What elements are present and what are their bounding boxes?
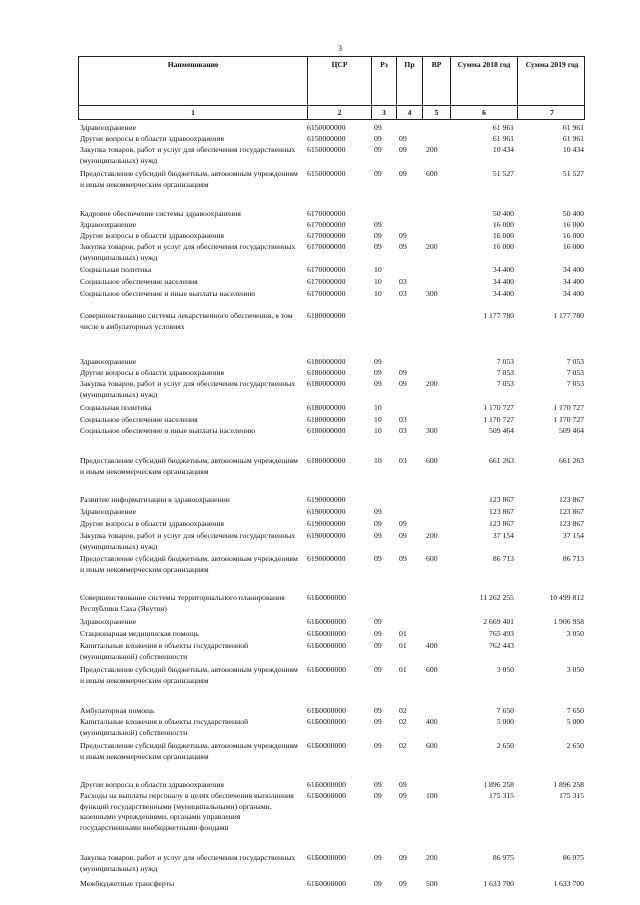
row-name: Предоставление субсидий бюджетным, автономным учреждениям и иным некоммерческим организациям [80, 169, 298, 189]
header-vr: ВР [423, 57, 451, 105]
row-sum-2019: 7 650 [566, 706, 584, 715]
row-csr: 6180000000 [307, 379, 346, 388]
row-name: Предоставление субсидий бюджетным, автономным учреждениям и иным некоммерческим организациям [80, 554, 298, 574]
row-rz: 09 [374, 853, 382, 862]
row-csr: 61Б0000000 [307, 780, 347, 789]
row-csr: 61Б0000000 [307, 879, 347, 888]
row-rz: 09 [374, 145, 382, 154]
row-sum-2018: 50 400 [492, 209, 514, 218]
row-name: Другие вопросы в области здравоохранения [80, 231, 225, 240]
row-name: Кадровое обеспечение системы здравоохранения [80, 209, 241, 218]
row-rz: 09 [374, 879, 382, 888]
row-name: Расходы на выплаты персоналу в целях обеспечения выполнения функций государственными (муниципальными) органами, казенными учреждениями, органами управления государственными внебюджетными фондами [80, 791, 294, 832]
row-csr: 6180000000 [307, 357, 346, 366]
row-sum-2019: 50 400 [562, 209, 584, 218]
row-pr: 09 [399, 145, 407, 154]
row-vr: 100 [426, 791, 438, 800]
row-name: Закупка товаров, работ и услуг для обеспечения государственных (муниципальных) нужд [80, 242, 296, 262]
row-rz: 09 [374, 617, 382, 626]
row-vr: 200 [426, 531, 438, 540]
row-csr: 6170000000 [307, 209, 346, 218]
row-csr: 6180000000 [307, 368, 346, 377]
row-sum-2018: 61 961 [492, 123, 514, 132]
row-vr: 200 [426, 853, 438, 862]
row-pr: 09 [399, 368, 407, 377]
row-rz: 09 [374, 357, 382, 366]
row-sum-2018: 762 443 [489, 641, 514, 650]
row-rz: 09 [374, 123, 382, 132]
row-sum-2019: 51 527 [562, 169, 584, 178]
row-sum-2019: 34 400 [562, 277, 584, 286]
row-name: Совершенствование системы лекарственного обеспечения, в том числе в амбулаторных условиях [80, 311, 293, 331]
row-csr: 6190000000 [307, 507, 346, 516]
row-sum-2019: 10 434 [562, 145, 584, 154]
row-name: Совершенствование системы территориального планирования Республики Саха (Якутия) [80, 593, 285, 613]
row-csr: 61Б0000000 [307, 741, 347, 750]
row-name: Другие вопросы в области здравоохранения [80, 134, 225, 143]
row-rz: 10 [374, 265, 382, 274]
row-sum-2019: 10 499 812 [549, 593, 584, 602]
row-name: Капитальные вложения в объекты государственной (муниципальной) собственности [80, 717, 249, 737]
row-rz: 09 [374, 629, 382, 638]
row-pr: 09 [399, 379, 407, 388]
row-sum-2019: 1 177 780 [553, 311, 584, 320]
row-rz: 09 [374, 665, 382, 674]
col-number: 4 [397, 106, 423, 119]
row-rz: 09 [374, 134, 382, 143]
row-sum-2019: 1 633 700 [553, 879, 584, 888]
row-sum-2019: 3 050 [566, 665, 584, 674]
row-rz: 09 [374, 741, 382, 750]
row-csr: 6190000000 [307, 519, 346, 528]
row-name: Капитальные вложения в объекты государственной (муниципальной) собственности [80, 641, 249, 661]
row-sum-2019: 1 906 958 [553, 617, 584, 626]
row-sum-2018: 7 053 [496, 357, 514, 366]
row-csr: 6180000000 [307, 426, 346, 435]
header-csr: ЦСР [308, 57, 372, 105]
row-sum-2018: 7 650 [496, 706, 514, 715]
row-csr: 6150000000 [307, 134, 346, 143]
row-name: Социальная политика [80, 265, 152, 274]
row-pr: 09 [399, 231, 407, 240]
row-sum-2018: 3 050 [496, 665, 514, 674]
row-sum-2019: 61 961 [562, 134, 584, 143]
row-name: Здравоохранение [80, 123, 137, 132]
col-number: 7 [550, 108, 554, 117]
row-sum-2018: 123 867 [489, 507, 514, 516]
row-csr: 6180000000 [307, 415, 346, 424]
row-pr: 02 [399, 741, 407, 750]
row-sum-2018: 86 975 [492, 853, 514, 862]
row-sum-2019: 7 053 [566, 368, 584, 377]
row-sum-2018: 123 867 [489, 495, 514, 504]
row-sum-2018: 509 464 [489, 426, 514, 435]
row-sum-2018: 37 154 [492, 531, 514, 540]
row-pr: 09 [399, 879, 407, 888]
row-csr: 6190000000 [307, 495, 346, 504]
row-name: Закупка товаров, работ и услуг для обеспечения государственных (муниципальных) нужд [80, 379, 296, 399]
row-csr: 6170000000 [307, 231, 346, 240]
row-sum-2019: 123 867 [559, 519, 584, 528]
row-csr: 6150000000 [307, 169, 346, 178]
row-rz: 09 [374, 169, 382, 178]
row-vr: 600 [426, 665, 438, 674]
row-pr: 01 [399, 629, 407, 638]
row-sum-2019: 86 713 [562, 554, 584, 563]
row-pr: 03 [399, 426, 407, 435]
row-rz: 10 [374, 289, 382, 298]
row-csr: 6180000000 [307, 311, 346, 320]
row-sum-2018: 7 053 [496, 368, 514, 377]
row-csr: 6150000000 [307, 123, 346, 132]
row-name: Закупка товаров, работ и услуг для обеспечения государственных (муниципальных) нужд [80, 145, 296, 165]
row-sum-2018: 51 527 [492, 169, 514, 178]
row-rz: 09 [374, 368, 382, 377]
row-csr: 6190000000 [307, 554, 346, 563]
row-name: Социальное обеспечение и иные выплаты населению [80, 426, 256, 435]
row-vr: 600 [426, 554, 438, 563]
row-pr: 09 [399, 242, 407, 251]
row-csr: 6170000000 [307, 242, 346, 251]
row-rz: 09 [374, 717, 382, 726]
row-name: Межбюджетные трансферты [80, 879, 175, 888]
row-sum-2019: 1 170 727 [553, 415, 584, 424]
row-name: Другие вопросы в области здравоохранения [80, 780, 225, 789]
row-csr: 6190000000 [307, 531, 346, 540]
row-sum-2018: 2 650 [496, 741, 514, 750]
row-sum-2018: 123 867 [489, 519, 514, 528]
row-sum-2018: 5 000 [496, 717, 514, 726]
col-number: 1 [79, 106, 308, 119]
row-vr: 300 [426, 289, 438, 298]
row-sum-2019: 7 053 [566, 357, 584, 366]
header-sum-2018: Сумма 2018 год [451, 57, 518, 105]
row-csr: 61Б0000000 [307, 706, 347, 715]
col-number: 2 [308, 106, 372, 119]
row-sum-2018: 765 493 [489, 629, 514, 638]
row-name: Другие вопросы в области здравоохранения [80, 519, 225, 528]
row-rz: 10 [374, 277, 382, 286]
row-pr: 09 [399, 134, 407, 143]
row-rz: 09 [374, 641, 382, 650]
row-pr: 02 [399, 706, 407, 715]
row-name: Социальное обеспечение населения [80, 277, 198, 286]
row-sum-2019: 123 867 [559, 507, 584, 516]
row-sum-2018: 34 400 [492, 265, 514, 274]
row-name: Развитие информатизации в здравоохранении [80, 495, 230, 504]
row-rz: 09 [374, 554, 382, 563]
row-vr: 400 [426, 717, 438, 726]
row-name: Здравоохранение [80, 617, 137, 626]
row-csr: 61Б0000000 [307, 853, 347, 862]
row-csr: 61Б0000000 [307, 593, 347, 602]
row-rz: 09 [374, 791, 382, 800]
row-sum-2018: 34 400 [492, 289, 514, 298]
row-sum-2018: 16 000 [492, 231, 514, 240]
row-rz: 09 [374, 242, 382, 251]
row-sum-2019: 16 000 [562, 220, 584, 229]
row-sum-2019: 16 000 [562, 242, 584, 251]
row-name: Предоставление субсидий бюджетным, автономным учреждениям и иным некоммерческим организациям [80, 456, 298, 476]
row-sum-2018: 16 000 [492, 242, 514, 251]
row-name: Закупка товаров, работ и услуг для обеспечения государственных (муниципальных) нужд [80, 853, 296, 873]
row-csr: 6170000000 [307, 220, 346, 229]
row-rz: 09 [374, 507, 382, 516]
row-vr: 200 [426, 242, 438, 251]
row-sum-2019: 123 867 [559, 495, 584, 504]
row-name: Социальная политика [80, 403, 152, 412]
row-name: Здравоохранение [80, 357, 137, 366]
row-csr: 6170000000 [307, 277, 346, 286]
header-pr: Пр [397, 57, 423, 105]
table-header [78, 56, 585, 106]
row-csr: 61Б0000000 [307, 665, 347, 674]
row-rz: 09 [374, 531, 382, 540]
row-rz: 09 [374, 706, 382, 715]
row-sum-2018: 1 896 258 [483, 780, 514, 789]
row-vr: 500 [426, 879, 438, 888]
row-csr: 61Б0000000 [307, 641, 347, 650]
row-csr: 6150000000 [307, 145, 346, 154]
row-csr: 6170000000 [307, 265, 346, 274]
row-rz: 10 [374, 403, 382, 412]
row-name: Другие вопросы в области здравоохранения [80, 368, 225, 377]
row-name: Здравоохранение [80, 507, 137, 516]
row-sum-2019: 2 650 [566, 741, 584, 750]
row-sum-2018: 34 400 [492, 277, 514, 286]
row-pr: 03 [399, 289, 407, 298]
row-vr: 300 [426, 426, 438, 435]
row-sum-2019: 61 961 [562, 123, 584, 132]
row-sum-2018: 1 170 727 [483, 403, 514, 412]
row-sum-2018: 2 669 401 [483, 617, 514, 626]
row-sum-2019: 34 400 [562, 265, 584, 274]
row-sum-2018: 61 961 [492, 134, 514, 143]
row-csr: 61Б0000000 [307, 791, 347, 800]
row-name: Закупка товаров, работ и услуг для обеспечения государственных (муниципальных) нужд [80, 531, 296, 551]
header-rz: Рз [372, 57, 397, 105]
row-pr: 09 [399, 791, 407, 800]
row-rz: 10 [374, 456, 382, 465]
row-pr: 09 [399, 853, 407, 862]
row-sum-2018: 16 000 [492, 220, 514, 229]
header-name: Наименование [79, 57, 308, 105]
page-number: 3 [338, 44, 342, 53]
row-csr: 6180000000 [307, 403, 346, 412]
row-name: Стационарная медицинская помощь [80, 629, 199, 638]
row-rz: 10 [374, 415, 382, 424]
row-sum-2018: 1 170 727 [483, 415, 514, 424]
row-pr: 09 [399, 554, 407, 563]
row-sum-2019: 7 053 [566, 379, 584, 388]
row-pr: 09 [399, 519, 407, 528]
row-csr: 6170000000 [307, 289, 346, 298]
row-vr: 600 [426, 456, 438, 465]
row-rz: 10 [374, 426, 382, 435]
column-numbers [78, 106, 585, 120]
row-name: Предоставление субсидий бюджетным, автономным учреждениям и иным некоммерческим организациям [80, 665, 298, 685]
row-rz: 09 [374, 780, 382, 789]
row-vr: 200 [426, 379, 438, 388]
row-csr: 61Б0000000 [307, 617, 347, 626]
row-vr: 600 [426, 741, 438, 750]
row-sum-2019: 3 050 [566, 629, 584, 638]
row-sum-2018: 10 434 [492, 145, 514, 154]
row-csr: 6180000000 [307, 456, 346, 465]
row-vr: 200 [426, 145, 438, 154]
row-pr: 01 [399, 641, 407, 650]
row-sum-2019: 1 896 258 [553, 780, 584, 789]
row-name: Амбулаторная помощь [80, 706, 155, 715]
row-sum-2019: 37 154 [562, 531, 584, 540]
row-csr: 61Б0000000 [307, 629, 347, 638]
row-pr: 02 [399, 717, 407, 726]
row-rz: 09 [374, 231, 382, 240]
row-pr: 01 [399, 665, 407, 674]
row-name: Социальное обеспечение и иные выплаты населению [80, 289, 256, 298]
row-name: Предоставление субсидий бюджетным, автономным учреждениям и иным некоммерческим организациям [80, 741, 298, 761]
row-sum-2019: 86 975 [562, 853, 584, 862]
row-csr: 61Б0000000 [307, 717, 347, 726]
row-sum-2019: 509 464 [559, 426, 584, 435]
col-number: 5 [423, 106, 451, 119]
row-sum-2018: 175 315 [489, 791, 514, 800]
row-vr: 400 [426, 641, 438, 650]
row-pr: 03 [399, 277, 407, 286]
row-sum-2019: 16 000 [562, 231, 584, 240]
row-pr: 09 [399, 780, 407, 789]
row-pr: 09 [399, 169, 407, 178]
row-sum-2019: 5 000 [566, 717, 584, 726]
row-name: Социальное обеспечение населения [80, 415, 198, 424]
row-pr: 09 [399, 531, 407, 540]
header-sum-2019: Сумма 2019 год [525, 60, 579, 69]
row-sum-2018: 1 177 780 [483, 311, 514, 320]
row-sum-2018: 1 633 700 [483, 879, 514, 888]
row-sum-2018: 661 263 [489, 456, 514, 465]
row-sum-2019: 661 263 [559, 456, 584, 465]
row-sum-2018: 86 713 [492, 554, 514, 563]
row-rz: 09 [374, 519, 382, 528]
row-sum-2019: 34 400 [562, 289, 584, 298]
col-number: 3 [372, 106, 397, 119]
row-sum-2019: 175 315 [559, 791, 584, 800]
row-rz: 09 [374, 379, 382, 388]
row-vr: 600 [426, 169, 438, 178]
row-pr: 03 [399, 415, 407, 424]
row-pr: 03 [399, 456, 407, 465]
row-sum-2019: 1 170 727 [553, 403, 584, 412]
row-rz: 09 [374, 220, 382, 229]
row-sum-2018: 7 053 [496, 379, 514, 388]
row-name: Здравоохранение [80, 220, 137, 229]
col-number: 6 [451, 106, 518, 119]
row-sum-2018: 11 262 255 [479, 593, 514, 602]
